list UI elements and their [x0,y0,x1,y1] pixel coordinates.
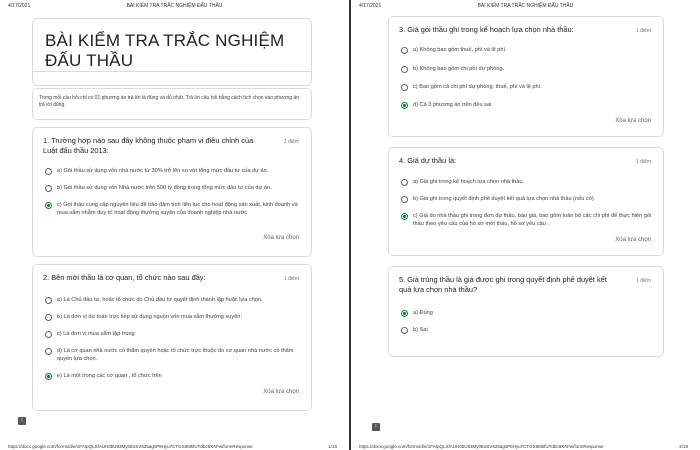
option-d[interactable] [45,348,300,363]
option-b[interactable] [45,185,300,193]
option-c[interactable] [401,84,653,92]
clear-selection-button[interactable]: Xóa lựa chọn [263,235,299,241]
clear-selection-button[interactable]: Xóa lựa chọn [615,118,651,124]
option-c[interactable] [45,331,300,339]
page-number: 2/19 [679,444,688,449]
footer-url: https://docs.google.com/forms/d/e/1FAIpQLSfAUH0bU83My0EsSV625agsP9Hyu7CTGX8MkfUTdbc8XAFw/formResponse [8,444,253,449]
print-title: BÀI KIỂM TRA TRẮC NGHIỆM ĐẤU THẦU [477,3,574,9]
option-a[interactable] [45,297,300,305]
option-b[interactable] [401,327,653,335]
option-e[interactable] [45,373,300,381]
option-c[interactable] [401,213,653,228]
radio-button-selected[interactable] [45,202,52,209]
radio-button-selected[interactable] [401,310,408,317]
radio-button[interactable] [401,66,408,73]
option-b[interactable] [401,196,653,204]
print-title: BÀI KIỂM TRA TRẮC NGHIỆM ĐẤU THẦU [126,3,223,9]
question-card-3 [388,16,664,137]
option-b[interactable] [45,314,300,322]
radio-button[interactable] [45,185,52,192]
option-a[interactable] [401,47,653,55]
radio-button[interactable] [401,196,408,203]
form-title-card [32,18,312,86]
question-text: 1. Trường hợp nào sau đây không thuộc phạm vi điều chỉnh của Luật đấu thầu 2013: [43,136,254,155]
question-card-2 [32,264,312,411]
option-a[interactable] [45,168,300,176]
pdf-page-1 [0,0,349,450]
radio-button-selected[interactable] [401,102,408,109]
question-points: 1 điểm [283,276,299,282]
question-card-1 [32,127,312,257]
option-b[interactable] [401,66,653,74]
radio-button[interactable] [45,314,52,321]
radio-button[interactable] [45,348,52,355]
option-label: d) Cả 3 phương án trên đều sai [413,102,492,108]
clear-selection-button[interactable]: Xóa lựa chọn [615,237,651,243]
question-text: 5. Giá trúng thầu là giá được ghi trong quyết định phê duyệt kết quả lựa chọn nhà thầu? [399,275,607,294]
option-label: a) Gói thầu sử dụng vốn nhà nước từ 30% trở lên so với tổng mức đầu tư của dự án. [57,168,269,174]
radio-button[interactable] [45,297,52,304]
radio-button[interactable] [401,47,408,54]
option-label: a) Giá ghi trong kế hoạch lựa chọn nhà thầu. [413,179,525,185]
radio-button[interactable] [401,84,408,91]
note-icon: ! [18,417,26,425]
question-points: 1 điểm [635,159,651,165]
question-points: 1 điểm [635,28,651,34]
option-label: b) Sai [413,327,428,333]
option-label: c) Giá do nhà thầu ghi trong đơn dự thầu, báo giá, bao gồm toàn bộ các chi phí để thực hiện gói thầu theo yêu cầu của hồ sơ mời thầu, hồ sơ yêu cầu . [413,213,652,227]
option-label: c) Bao gồm cả chi phí dự phòng, thuế, phí và lệ phí. [413,84,542,90]
option-label: b) Không bao gồm chi phí dự phòng. [413,66,505,72]
print-date: 4/17/2021 [359,3,382,9]
print-date: 4/17/2021 [8,3,31,9]
radio-button[interactable] [401,179,408,186]
radio-button[interactable] [45,331,52,338]
option-label: e) Là một trong các cơ quan , tổ chức trên [57,373,162,379]
page-number: 1/19 [328,444,337,449]
question-card-4 [388,147,664,256]
title-divider [33,71,311,72]
option-c[interactable] [45,202,300,217]
option-a[interactable] [401,179,653,187]
radio-button[interactable] [45,168,52,175]
pdf-page-2 [351,0,700,450]
form-description-card [32,88,312,120]
option-label: a) Là Chủ đầu tư, hoặc tổ chức do Chủ đầu tư quyết định thành lập hoặc lựa chọn. [57,297,263,303]
option-label: b) Giá ghi trong quyết định phê duyệt kết quả lựa chọn nhà thầu (nếu có) [413,196,594,202]
question-points: 1 điểm [635,278,651,284]
option-d[interactable] [401,102,653,110]
clear-selection-button[interactable]: Xóa lựa chọn [263,389,299,395]
option-label: c) Gói thầu cung cấp nguyên liệu để bảo đảm tính liên tục cho hoạt động sản xuất, kinh doanh và mua sắm nhằm duy trì hoạt động thường xuyên của doanh nghiệp nhà nước [57,202,298,216]
option-label: a) Đúng [413,310,433,316]
radio-button-selected[interactable] [401,213,408,220]
option-label: d) Là cơ quan nhà nước có thẩm quyền hoặc tổ chức trực thuộc do cơ quan nhà nước có thẩm quyền lựa chọn. [57,348,294,362]
option-label: a) Không bao gồm thuế, phí và lệ phí. [413,47,507,53]
radio-button[interactable] [401,327,408,334]
radio-button-selected[interactable] [45,373,52,380]
option-label: c) Là đơn vị mua sắm tập trung [57,331,135,337]
question-points: 1 điểm [283,139,299,145]
question-text: 4. Giá dự thầu là: [399,156,457,165]
question-text: 3. Giá gói thầu ghi trong kế hoạch lựa chọn nhà thầu: [399,25,574,34]
footer-url: https://docs.google.com/forms/d/e/1FAIpQLSfAUH0bU83My0EsSV625agsP9Hyu7CTGX8MkfUTdbc8XAFw/formResponse [359,444,604,449]
option-a[interactable] [401,310,653,318]
question-card-5 [388,266,664,357]
option-label: b) Gói thầu sử dụng vốn Nhà nước trên 500 tỷ đồng trong tổng mức đầu tư của dự án. [57,185,272,191]
form-description: Trong mỗi câu hỏi chỉ có 01 phương án trả lời là đúng và đủ nhất. Trả lời câu hỏi bằng cách tích chọn vào phương án trả lời đúng. [39,95,300,108]
note-icon: ! [372,423,380,431]
option-label: b) Là đơn vị dự toán trực tiếp sử dụng nguồn vốn mua sắm thường xuyên; [57,314,242,320]
question-text: 2. Bên mời thầu là cơ quan, tổ chức nào sau đây: [43,273,206,282]
form-title: BÀI KIỂM TRA TRẮC NGHIỆM ĐẤU THẦU [45,31,285,70]
